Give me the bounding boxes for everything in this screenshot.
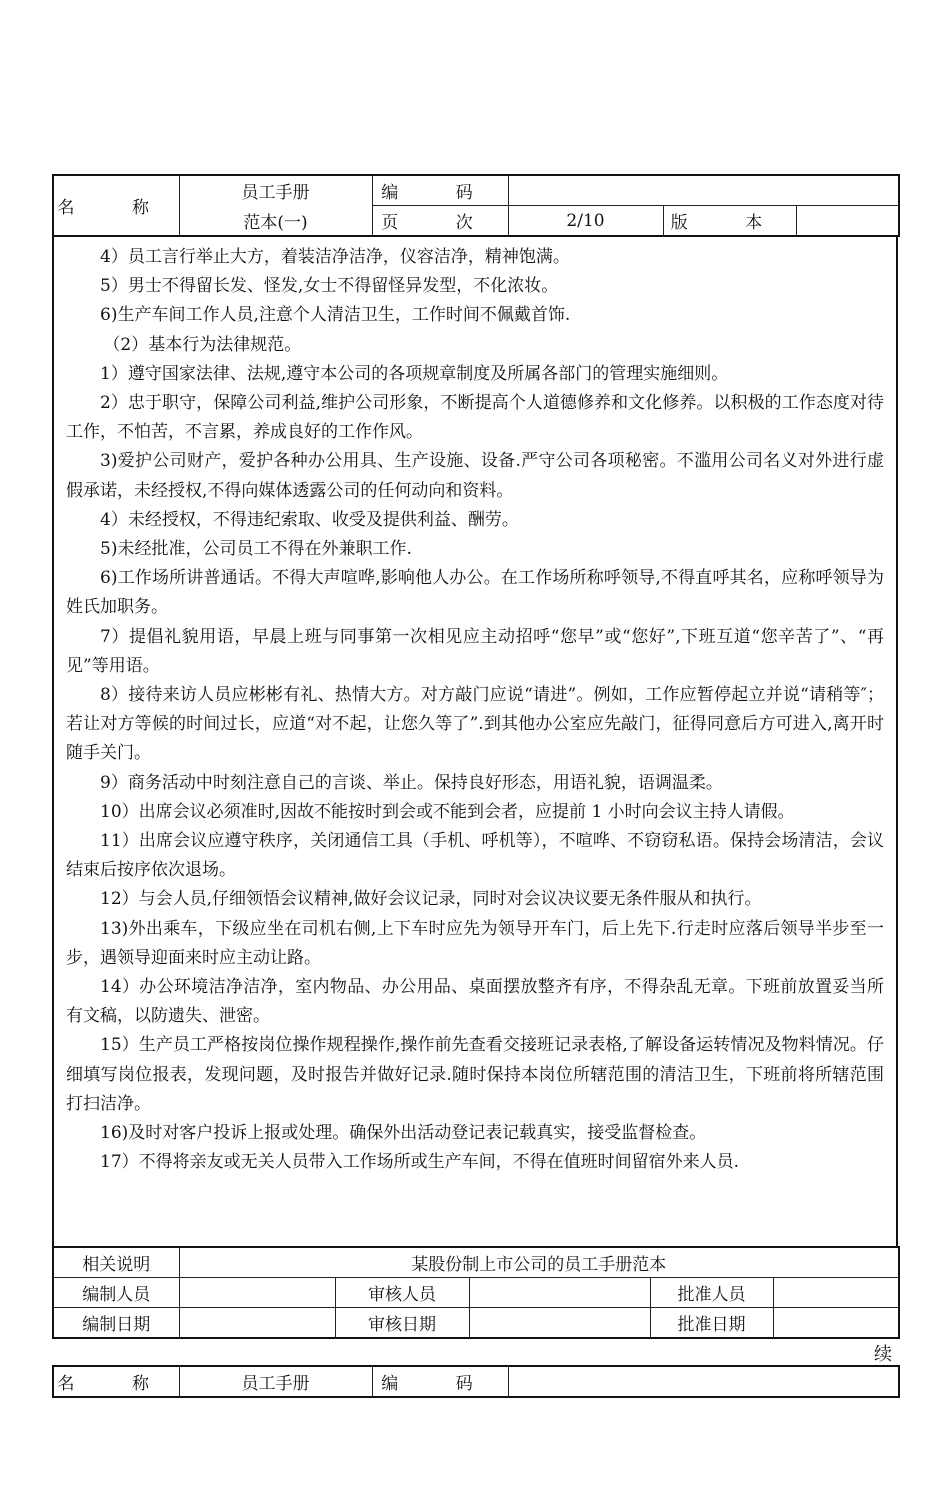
- page-value: 2/10: [508, 206, 663, 237]
- approve-date-value: [773, 1308, 899, 1339]
- document-header-table: [52, 174, 900, 237]
- paragraph: 7）提倡礼貌用语，早晨上班与同事第一次相见应主动招呼“您早”或“您好”,下班互道“您辛苦了”、“再见”等用语。: [66, 626, 884, 676]
- page-label: 页 次: [372, 206, 508, 237]
- paragraph: 1）遵守国家法律、法规,遵守本公司的各项规章制度及所属各部门的管理实施细则。: [100, 363, 729, 384]
- paragraph: 14）办公环境洁净洁净，室内物品、办公用品、桌面摆放整齐有序，不得杂乱无章。下班前放置妥当所有文稿，以防遗失、泄密。: [66, 977, 884, 1027]
- edit-date-label: 编制日期: [53, 1308, 179, 1339]
- paragraph: 8）接待来访人员应彬彬有礼、热情大方。对方敲门应说“请进”。例如，工作应暂停起立并说“请稍等″；若让对方等候的时间过长，应道“对不起，让您久等了”.到其他办公室应先敲门，征得同意后方可进入,离开时随手关门。: [66, 685, 884, 764]
- continued-marker: 续: [874, 1344, 892, 1365]
- paragraph: 12）与会人员,仔细领悟会议精神,做好会议记录，同时对会议决议要无条件服从和执行。: [100, 889, 762, 910]
- notes-label: 相关说明: [53, 1247, 179, 1278]
- paragraph: 5）男士不得留长发、怪发,女士不得留怪异发型，不化浓妆。: [100, 276, 559, 297]
- approve-date-label: 批准日期: [650, 1308, 773, 1339]
- editor-label: 编制人员: [53, 1278, 179, 1308]
- notes-value: 某股份制上市公司的员工手册范本: [179, 1247, 899, 1278]
- paragraph: 11）出席会议应遵守秩序，关闭通信工具（手机、呼机等），不喧哗、不窃窃私语。保持会场清洁，会议结束后按序依次退场。: [66, 831, 884, 881]
- name-label-2: 名 称: [53, 1366, 179, 1397]
- edit-date-value: [179, 1308, 335, 1339]
- paragraph: 10）出席会议必须准时,因故不能按时到会或不能到会者，应提前 1 小时向会议主持人请假。: [100, 801, 795, 822]
- reviewer-label: 审核人员: [335, 1278, 469, 1308]
- paragraph: 2）忠于职守，保障公司利益,维护公司形象，不断提高个人道德修养和文化修养。以积极的工作态度对待工作，不怕苦，不言累，养成良好的工作作风。: [66, 393, 884, 443]
- paragraph: 15）生产员工严格按岗位操作规程操作,操作前先查看交接班记录表格,了解设备运转情况及物料情况。仔细填写岗位报表，发现问题，及时报告并做好记录.随时保持本岗位所辖范围的清洁卫生，下班前将所辖范围打扫洁净。: [66, 1035, 884, 1114]
- code-value-2: [508, 1366, 899, 1397]
- paragraph: 4）未经授权，不得违纪索取、收受及提供利益、酬劳。: [100, 509, 519, 530]
- editor-value: [179, 1278, 335, 1308]
- section-heading: （2）基本行为法律规范。: [103, 334, 302, 355]
- next-page-header-table: [52, 1365, 900, 1398]
- paragraph: 16)及时对客户投诉上报或处理。确保外出活动登记表记载真实，接受监督检查。: [100, 1123, 707, 1144]
- approver-label: 批准人员: [650, 1278, 773, 1308]
- paragraph: 9）商务活动中时刻注意自己的言谈、举止。保持良好形态，用语礼貌，语调温柔。: [100, 772, 723, 793]
- review-date-label: 审核日期: [335, 1308, 469, 1339]
- review-date-value: [469, 1308, 650, 1339]
- reviewer-value: [469, 1278, 650, 1308]
- code-label: 编 码: [372, 175, 508, 206]
- doc-title-line1: 员工手册: [179, 175, 372, 206]
- paragraph: 3)爱护公司财产，爱护各种办公用具、生产设施、设备.严守公司各项秘密。不滥用公司名义对外进行虚假承诺，未经授权,不得向媒体透露公司的任何动向和资料。: [66, 451, 884, 501]
- paragraph: 6)工作场所讲普通话。不得大声喧哗,影响他人办公。在工作场所称呼领导,不得直呼其名，应称呼领导为姓氏加职务。: [66, 568, 884, 618]
- document-footer-table: [52, 1246, 900, 1339]
- version-label: 版 本: [663, 206, 796, 237]
- doc-title-line2: 范本(一): [179, 206, 372, 237]
- code-label-2: 编 码: [372, 1366, 508, 1397]
- document-body: [52, 237, 898, 1246]
- name-label: 名 称: [53, 175, 179, 236]
- paragraph: 13)外出乘车，下级应坐在司机右侧,上下车时应先为领导开车门，后上先下.行走时应落后领导半步至一步，遇领导迎面来时应主动让路。: [66, 918, 884, 968]
- version-value: [796, 206, 899, 237]
- paragraph: 5)未经批准，公司员工不得在外兼职工作.: [100, 539, 412, 560]
- approver-value: [773, 1278, 899, 1308]
- doc-title-2: 员工手册: [179, 1366, 372, 1397]
- paragraph: 4）员工言行举止大方，着装洁净洁净，仪容洁净，精神饱满。: [100, 247, 570, 267]
- code-value: [508, 175, 899, 206]
- paragraph: 17）不得将亲友或无关人员带入工作场所或生产车间，不得在值班时间留宿外来人员.: [100, 1152, 740, 1173]
- paragraph: 6)生产车间工作人员,注意个人清洁卫生，工作时间不佩戴首饰.: [100, 305, 571, 326]
